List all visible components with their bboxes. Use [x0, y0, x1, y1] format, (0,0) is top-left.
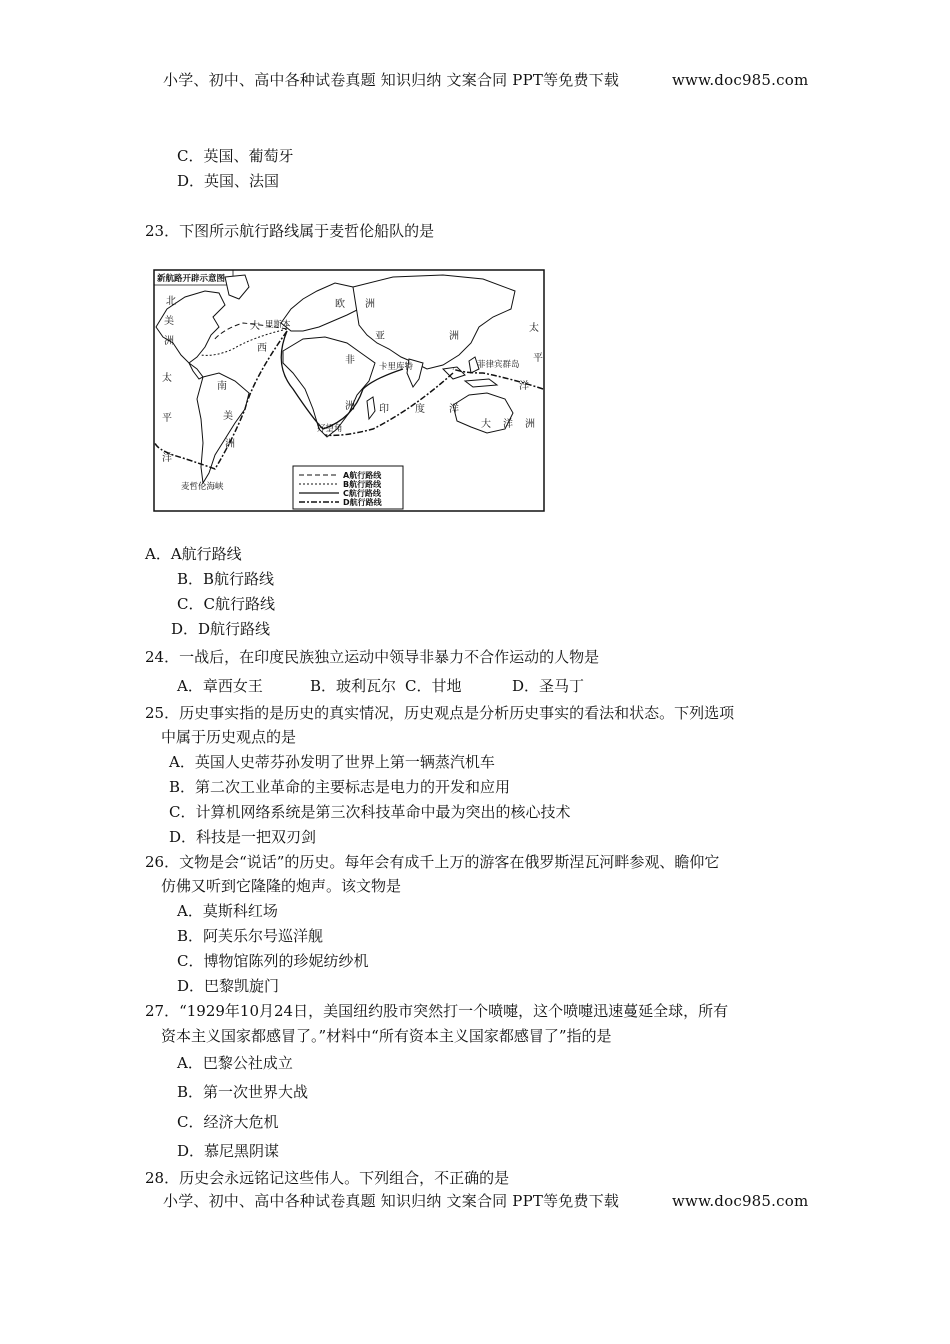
- label-north: 北: [166, 296, 176, 307]
- q24-option-c: C．甘地: [405, 677, 462, 695]
- q27-stem-line1: 27．“1929年10月24日，美国纽约股市突然打一个喷嚏，这个喷嚏迅速蔓延全球，所有: [145, 1002, 729, 1020]
- q24-option-b: B．玻利瓦尔: [310, 677, 397, 695]
- header-text: 小学、初中、高中各种试卷真题 知识归纳 文案合同 PPT等免费下载: [163, 71, 620, 89]
- page-footer: [163, 1192, 619, 1210]
- q27-stem-line2: 资本主义国家都感冒了。”材料中“所有资本主义国家都感冒了”指的是: [161, 1027, 612, 1045]
- label-africa-zhou: 洲: [345, 401, 355, 412]
- label-pacific-ping: 平: [162, 413, 172, 424]
- label-ya: 亚: [375, 331, 385, 342]
- label-ou: 欧: [335, 299, 345, 310]
- footer-url: www.doc985.com: [672, 1192, 809, 1210]
- label-asia-zhou: 洲: [449, 331, 459, 342]
- q25-stem-line2: 中属于历史观点的是: [161, 728, 297, 746]
- label-magellan-strait: 麦哲伦海峡: [181, 482, 224, 492]
- q27-option-b: B．第一次世界大战: [177, 1083, 309, 1101]
- q23-stem: 23．下图所示航行路线属于麦哲伦船队的是: [145, 222, 435, 240]
- q26-option-c: C．博物馆陈列的珍妮纺纱机: [177, 952, 369, 970]
- q25-option-a: A．英国人史蒂芬孙发明了世界上第一辆蒸汽机车: [169, 753, 495, 771]
- legend-label-c: C航行路线: [343, 489, 381, 498]
- q27-option-c: C．经济大危机: [177, 1113, 279, 1131]
- label-xi: 西: [257, 343, 267, 354]
- q23-option-a: A．A航行路线: [145, 545, 242, 563]
- q23-option-d: D．D航行路线: [171, 620, 271, 638]
- header-url: www.doc985.com: [672, 71, 809, 89]
- label-sa-mei: 美: [223, 411, 233, 422]
- label-india-yin: 印: [379, 404, 389, 415]
- q24-option-d: D．圣马丁: [512, 677, 585, 695]
- q26-stem-line2: 仿佛又听到它隆隆的炮声。该文物是: [161, 877, 402, 895]
- footer-text: 小学、初中、高中各种试卷真题 知识归纳 文案合同 PPT等免费下载: [163, 1192, 620, 1210]
- q28-stem: 28．历史会永远铭记这些伟人。下列组合，不正确的是: [145, 1169, 510, 1187]
- q26-stem-line1: 26．文物是会“说话”的历史。每年会有成千上万的游客在俄罗斯涅瓦河畔参观、瞻仰它: [145, 853, 720, 871]
- q25-option-c: C．计算机网络系统是第三次科技革命中最为突出的核心技术: [169, 803, 571, 821]
- label-pacific-yang: 洋: [162, 453, 172, 464]
- label-right-tai: 太: [529, 323, 539, 334]
- label-right-ping: 平: [533, 353, 543, 364]
- label-lisbon: 里斯本: [265, 320, 291, 330]
- label-da: 大: [250, 321, 260, 332]
- q24-stem: 24．一战后，在印度民族独立运动中领导非暴力不合作运动的人物是: [145, 648, 600, 666]
- label-america-mei: 美: [164, 316, 174, 327]
- map-svg: [153, 269, 545, 512]
- label-sa-zhou: 洲: [225, 439, 235, 450]
- label-india-yang: 洋: [449, 404, 459, 415]
- q24-option-a: A．章西女王: [177, 677, 263, 695]
- legend-label-d: D航行路线: [343, 498, 382, 507]
- label-philippines: 菲律宾群岛: [477, 360, 520, 370]
- label-calicut: 卡里库特: [379, 362, 414, 372]
- q22-option-c: C．英国、葡萄牙: [177, 147, 294, 165]
- q25-option-b: B．第二次工业革命的主要标志是电力的开发和应用: [169, 778, 511, 796]
- voyage-route-map: [153, 269, 545, 512]
- label-oceania-da: 大: [481, 419, 491, 430]
- q25-stem-line1: 25．历史事实指的是历史的真实情况，历史观点是分析历史事实的看法和状态。下列选项: [145, 704, 735, 722]
- label-india-du: 度: [415, 404, 425, 415]
- label-cape: 好望角: [317, 424, 343, 434]
- q23-option-b: B．B航行路线: [177, 570, 275, 588]
- q23-option-c: C．C航行路线: [177, 595, 275, 613]
- legend-label-a: A航行路线: [343, 471, 382, 480]
- label-oceania-yang: 洋: [503, 419, 513, 430]
- label-fei: 非: [345, 355, 355, 366]
- q25-option-d: D．科技是一把双刃剑: [169, 828, 317, 846]
- page-header: [163, 71, 619, 89]
- q26-option-a: A．莫斯科红场: [177, 902, 278, 920]
- label-europe-zhou: 洲: [365, 299, 375, 310]
- label-america-zhou: 洲: [164, 336, 174, 347]
- q27-option-a: A．巴黎公社成立: [177, 1054, 293, 1072]
- label-oceania-zhou: 洲: [525, 419, 535, 430]
- map-title: 新航路开辟示意图: [157, 274, 226, 284]
- q26-option-d: D．巴黎凯旋门: [177, 977, 280, 995]
- legend-label-b: B航行路线: [343, 480, 382, 489]
- q26-option-b: B．阿芙乐尔号巡洋舰: [177, 927, 324, 945]
- q27-option-d: D．慕尼黑阴谋: [177, 1142, 280, 1160]
- label-right-yang: 洋: [519, 381, 529, 392]
- label-south: 南: [217, 381, 227, 392]
- label-pacific-tai: 太: [162, 373, 172, 384]
- q22-option-d: D．英国、法国: [177, 172, 280, 190]
